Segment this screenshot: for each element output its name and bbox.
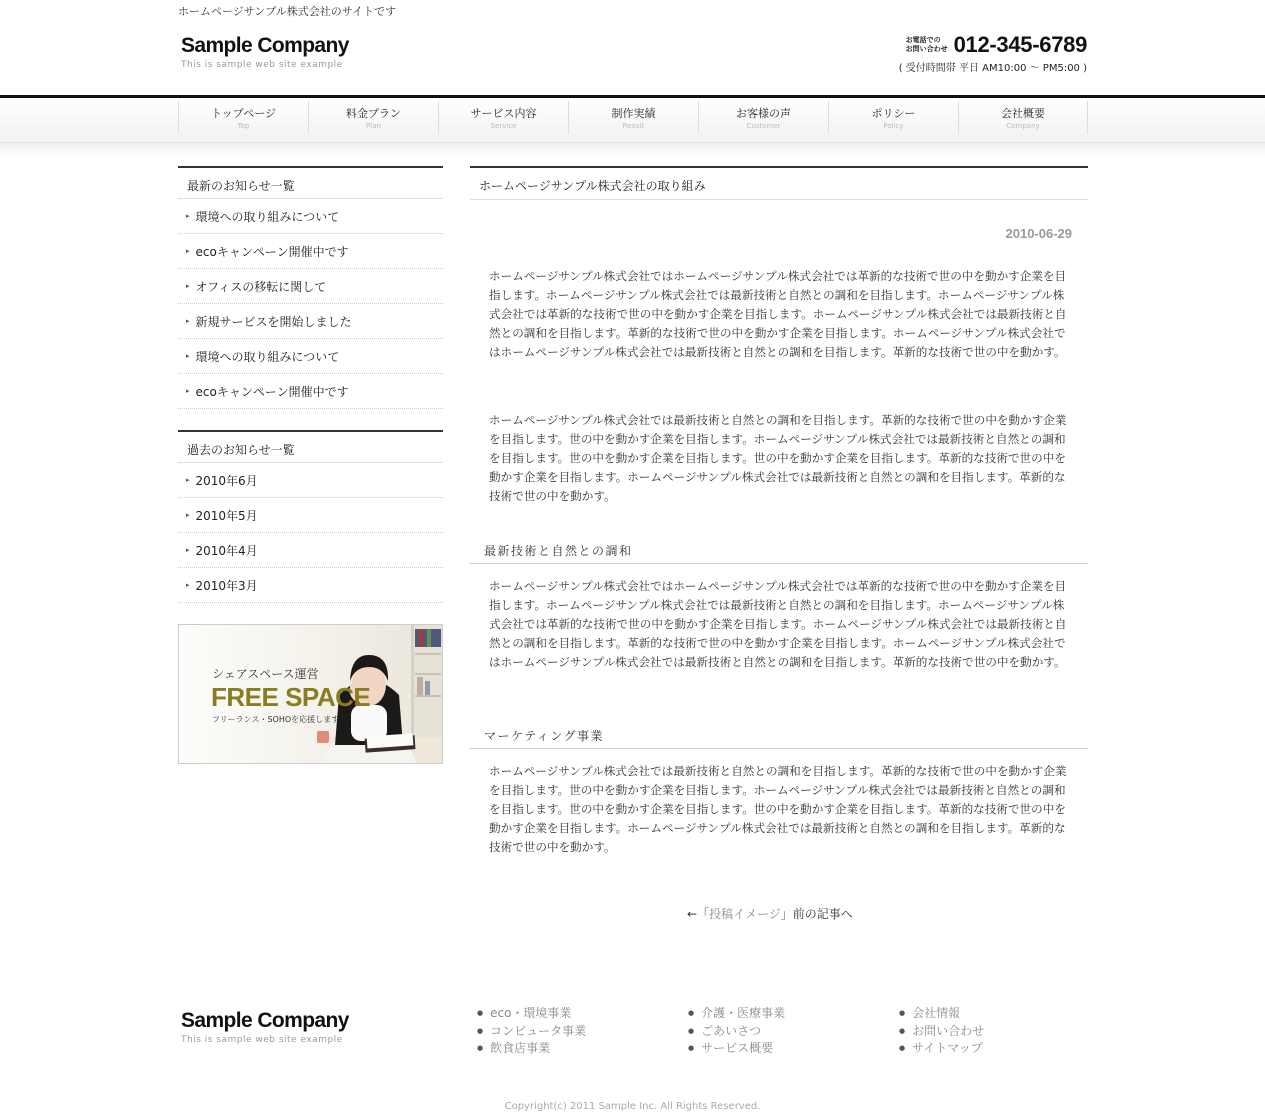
nav-item-customer[interactable]: お客様の声 Customer xyxy=(698,101,828,134)
copyright: Copyright(c) 2011 Sample Inc. All Rights Reserved. xyxy=(504,1101,761,1112)
prev-post-link[interactable]: 投稿イメージ xyxy=(709,907,781,921)
article-date: 2010-06-29 xyxy=(1005,226,1072,241)
banner-title: FREE SPACE xyxy=(211,682,371,712)
section-heading: マーケティング事業 xyxy=(470,719,1088,749)
nav-item-company[interactable]: 会社概要 Company xyxy=(958,101,1088,134)
archive-item[interactable]: ▸ 2010年5月 xyxy=(178,498,443,533)
chevron-right-icon: ▸ xyxy=(186,282,190,290)
logo-subtitle: This is sample web site example xyxy=(181,60,343,70)
footer-link[interactable]: ● サイトマップ xyxy=(899,1040,984,1058)
footer-links-col3 xyxy=(899,1005,984,1058)
article-paragraph: ホームページサンプル株式会社では最新技術と自然との調和を目指します。革新的な技術で世の中を動かす企業を目指します。世の中を動かす企業を目指します。ホームページサンプル株式会社では最新技術と自然との調和を目指します。世の中を動かす企業を目指します。世の中を動かす企業を目指します。革新的な技術で世の中を動かす企業を目指します。ホームページサンプル株式会社では最新技術と自然との調和を目指します。革新的な技術で世の中を動かす。 xyxy=(489,764,1067,854)
latest-news-item[interactable]: ▸ ecoキャンペーン開催中です xyxy=(178,234,443,269)
article-paragraph: ホームページサンプル株式会社ではホームページサンプル株式会社では革新的な技術で世の中を動かす企業を目指します。ホームページサンプル株式会社では最新技術と自然との調和を目指します。ホームページサンプル株式会社では革新的な技術で世の中を動かす企業を目指します。ホームページサンプル株式会社では最新技術と自然との調和を目指します。革新的な技術で世の中を動かす企業を目指します。ホームページサンプル株式会社ではホームページサンプル株式会社では最新技術と自然との調和を目指します。革新的な技術で世の中を動かす。 xyxy=(489,269,1067,359)
footer-link[interactable]: ● サービス概要 xyxy=(688,1040,785,1058)
latest-news-item[interactable]: ▸ 新規サービスを開始しました xyxy=(178,304,443,339)
nav-item-result[interactable]: 制作実績 Result xyxy=(568,101,698,134)
latest-news-item[interactable]: ▸ ecoキャンペーン開催中です xyxy=(178,374,443,409)
article-title: ホームページサンプル株式会社の取り組み xyxy=(470,166,1088,200)
chevron-right-icon: ▸ xyxy=(186,387,190,395)
archive-item[interactable]: ▸ 2010年3月 xyxy=(178,568,443,603)
chevron-right-icon: ▸ xyxy=(186,581,190,589)
footer-link[interactable]: ● 介護・医療事業 xyxy=(688,1005,785,1023)
main-content xyxy=(470,166,1088,921)
footer-links-col1 xyxy=(477,1005,586,1058)
site-logo[interactable] xyxy=(181,34,349,70)
archive-item[interactable]: ▸ 2010年6月 xyxy=(178,463,443,498)
latest-news-title: 最新のお知らせ一覧 xyxy=(178,166,443,199)
article-paragraph: ホームページサンプル株式会社では最新技術と自然との調和を目指します。革新的な技術で世の中を動かす企業を目指します。世の中を動かす企業を目指します。ホームページサンプル株式会社では最新技術と自然との調和を目指します。世の中を動かす企業を目指します。世の中を動かす企業を目指します。革新的な技術で世の中を動かす企業を目指します。ホームページサンプル株式会社では最新技術と自然との調和を目指します。革新的な技術で世の中を動かす。 xyxy=(489,413,1067,503)
footer-link[interactable]: ● eco・環境事業 xyxy=(477,1005,586,1023)
footer-link[interactable]: ● ごあいさつ xyxy=(688,1023,785,1041)
global-nav xyxy=(178,101,1088,134)
chevron-right-icon: ▸ xyxy=(186,476,190,484)
nav-item-top[interactable]: トップページ Top xyxy=(178,101,308,134)
past-news-title: 過去のお知らせ一覧 xyxy=(178,430,443,463)
archive-item[interactable]: ▸ 2010年4月 xyxy=(178,533,443,568)
banner-subtitle: シェアスペース運営 xyxy=(212,667,319,681)
nav-item-policy[interactable]: ポリシー Policy xyxy=(828,101,958,134)
chevron-right-icon: ▸ xyxy=(186,352,190,360)
banner-tagline: フリーランス・SOHOを応援します xyxy=(212,715,340,724)
free-space-banner[interactable] xyxy=(178,624,443,764)
latest-news-item[interactable]: ▸ 環境への取り組みについて xyxy=(178,199,443,234)
contact-lead: お電話での お問い合わせ xyxy=(905,36,948,53)
business-hours: ( 受付時間帯 平日 AM10:00 ～ PM5:00 ) xyxy=(898,63,1087,74)
footer-link[interactable]: ● 会社情報 xyxy=(899,1005,984,1023)
prev-post-nav: ←「投稿イメージ」前の記事へ xyxy=(687,907,853,921)
nav-item-service[interactable]: サービス内容 Service xyxy=(438,101,568,134)
chevron-right-icon: ▸ xyxy=(186,511,190,519)
chevron-right-icon: ▸ xyxy=(186,546,190,554)
latest-news-item[interactable]: ▸ オフィスの移転に関して xyxy=(178,269,443,304)
contact-block xyxy=(899,32,1087,74)
nav-item-plan[interactable]: 料金プラン Plan xyxy=(308,101,438,134)
footer-logo-text: Sample Company xyxy=(181,1009,349,1032)
footer-logo[interactable] xyxy=(181,1009,349,1045)
chevron-right-icon: ▸ xyxy=(186,317,190,325)
site-tagline: ホームページサンプル株式会社のサイトです xyxy=(178,5,397,18)
footer-links-col2 xyxy=(688,1005,785,1058)
past-news-box xyxy=(178,430,443,603)
chevron-right-icon: ▸ xyxy=(186,212,190,220)
footer-link[interactable]: ● お問い合わせ xyxy=(899,1023,984,1041)
section-heading: 最新技術と自然との調和 xyxy=(470,534,1088,564)
footer-link[interactable]: ● コンピュータ事業 xyxy=(477,1023,586,1041)
latest-news-box xyxy=(178,166,443,409)
chevron-right-icon: ▸ xyxy=(186,247,190,255)
logo-text: Sample Company xyxy=(181,34,349,57)
footer-link[interactable]: ● 飲食店事業 xyxy=(477,1040,586,1058)
phone-number: 012-345-6789 xyxy=(953,32,1087,57)
footer-logo-subtitle: This is sample web site example xyxy=(181,1035,343,1045)
latest-news-item[interactable]: ▸ 環境への取り組みについて xyxy=(178,339,443,374)
article-paragraph: ホームページサンプル株式会社ではホームページサンプル株式会社では革新的な技術で世の中を動かす企業を目指します。ホームページサンプル株式会社では最新技術と自然との調和を目指します。ホームページサンプル株式会社では革新的な技術で世の中を動かす企業を目指します。ホームページサンプル株式会社では最新技術と自然との調和を目指します。革新的な技術で世の中を動かす企業を目指します。ホームページサンプル株式会社ではホームページサンプル株式会社では最新技術と自然との調和を目指します。革新的な技術で世の中を動かす。 xyxy=(489,579,1067,669)
